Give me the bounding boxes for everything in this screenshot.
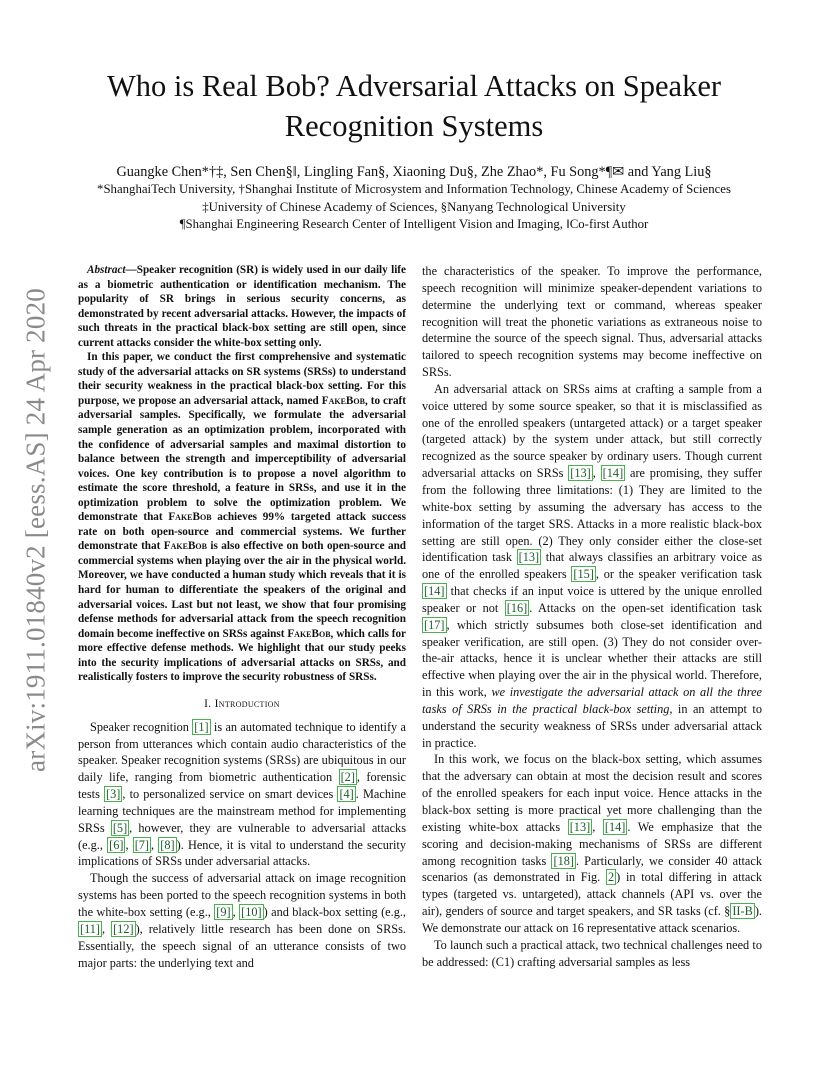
abstract [78, 263, 406, 685]
abstract-paragraph: In this paper, we conduct the first comprehensive and systematic study of the adversarial attacks on SR systems (SRSs) to understand their security weakness in the practical black-box setting. For this purpose, we propose an adversarial attack, named FakeBob, to craft adversarial samples. Specifically, we formulate the adversarial sample generation as an optimization problem, incorporated with the confidence of adversarial samples and maximal distortion to balance between the strength and imperceptibility of adversarial voices. One key contribution is to propose a novel algorithm to estimate the score threshold, a feature in SRSs, and use it in the optimization problem to solve the optimization problem. We demonstrate that FakeBob achieves 99% targeted attack success rate on both open-source and commercial systems. We further demonstrate that FakeBob is also effective on both open-source and commercial systems when playing over the air in the physical world. Moreover, we have conducted a human study which reveals that it is hard for human to differentiate the speakers of the original and adversarial voices. Last but not least, we show that four promising defense methods for adversarial attack from the speech recognition domain become ineffective on SRSs against FakeBob, which calls for more effective defense methods. We highlight that our study peeks into the security implications of adversarial attacks on SRSs, and realistically fosters to improve the security robustness of SRSs. [78, 351, 407, 684]
arxiv-sidebar-stamp [16, 280, 56, 780]
body-paragraph: An adversarial attack on SRSs aims at crafting a sample from a voice uttered by some source speaker, so that it is misclassified as one of the enrolled speakers (untargeted attack) or a target speaker (targeted attack) by the system under attack, but still correctly recognized as the source speaker by ordinary users. Though current adversarial attacks on SRSs [13] , [14] are promising, they suffer from the following three limitations: (1) They are limited to the white-box setting by assuming the adversary has access to the information of the target SRS. Attacks in a more realistic black-box setting are still open. (2) They only consider either the close-set identification task [13] that always classifies an arbitrary voice as one of the enrolled speakers [15] , or the speaker verification task [14] that checks if an input voice is uttered by the unique enrolled speaker or not [16] . Attacks on the open-set identification task [17] , which strictly subsumes both close-set identification and speaker verification, are still open. (3) They do not consider over-the-air attacks, hence it is unclear whether their attacks are still effective when playing over the air in the physical world. Therefore, in this work, we investigate the adversarial attack on all the three tasks of SRSs in the practical black-box setting, in an attempt to understand the security weakness of SRSs under adversarial attack in practice. [422, 381, 762, 750]
citation-link[interactable]: [14] [604, 819, 626, 834]
citation-link[interactable]: [13] [569, 819, 591, 834]
fakebob-name: FakeBob [163, 540, 207, 553]
affiliation-line: ‡University of Chinese Academy of Sciences, §Nanyang Technological University [202, 199, 626, 214]
citation-link[interactable]: [14] [424, 584, 445, 599]
left-column [78, 263, 406, 971]
citation-link[interactable]: [10] [241, 904, 262, 919]
figure-link[interactable]: 2 [607, 870, 615, 885]
section-link[interactable]: II-B [732, 904, 753, 919]
right-column [422, 263, 762, 970]
body-paragraph: Though the success of adversarial attack on image recognition systems has been ported to the speech recognition systems in both the white-box setting (e.g., [9] , [10] ) and black-box setting (e.g., [11] , [12] ), relatively little research has been done on SRSs. Essentially, the speech signal of an utterance consists of two major parts: the underlying text and [78, 871, 407, 970]
affiliation-line: *ShanghaiTech University, †Shanghai Institute of Microsystem and Information Technology, Chinese Academy of Sciences [97, 182, 731, 196]
citation-link[interactable]: [17] [424, 617, 445, 632]
fakebob-name: FakeBob [168, 511, 212, 524]
citation-link[interactable]: [6] [109, 837, 124, 852]
citation-link[interactable]: [18] [553, 853, 574, 868]
affiliations [40, 181, 788, 234]
citation-link[interactable]: [8] [160, 837, 175, 852]
fakebob-name: FakeBob [287, 627, 331, 640]
citation-link[interactable]: [13] [570, 466, 591, 481]
citation-link[interactable]: [2] [340, 770, 355, 785]
citation-link[interactable]: [9] [216, 904, 231, 919]
citation-link[interactable]: [1] [194, 719, 209, 734]
citation-link[interactable]: [14] [602, 466, 624, 481]
introduction-text [78, 719, 406, 972]
paper-title: Who is Real Bob? Adversarial Attacks on Speaker Recognition Systems [106, 69, 722, 143]
body-paragraph: the characteristics of the speaker. To improve the performance, speech recognition will minimize speaker-dependent variations to determine the underlying text or command, whereas speaker recognition will treat the phonetic variations as extraneous noise to determine the source of the speech signal. Thus, adversarial attacks tailored to speech recognition systems may become ineffective on SRSs. [422, 264, 762, 380]
affiliation-line: ¶Shanghai Engineering Research Center of Intelligent Vision and Imaging, ‖Co-first Author [179, 217, 649, 231]
fakebob-name: FakeBob [321, 394, 365, 407]
citation-link[interactable]: [16] [506, 600, 528, 615]
body-paragraph: To launch such a practical attack, two technical challenges need to be addressed: (C1) crafting adversarial samples as less [422, 937, 762, 969]
emphasized-text: we investigate the adversarial attack on all the three tasks of SRSs in the practical black-box setting [422, 685, 762, 716]
abstract-label: Abstract [87, 264, 126, 276]
body-paragraph: Speaker recognition [1] is an automated technique to identify a person from utterances which contain audio characteristics of the speaker. Speaker recognition systems (SRSs) are ubiquitous in our daily life, ranging from biometric authentication [2] , forensic tests [3] , to personalized service on smart devices [4] . Machine learning techniques are the mainstream method for implementing SRSs [5] , however, they are vulnerable to adversarial attacks (e.g., [6] , [7] , [8] ). Hence, it is vital to understand the security implications of SRSs under adversarial attacks. [78, 719, 407, 869]
citation-link[interactable]: [12] [113, 921, 134, 936]
citation-link[interactable]: [5] [112, 820, 128, 835]
body-paragraph: In this work, we focus on the black-box setting, which assumes that the adversary can obtain at most the decision result and scores of the enrolled speakers for each input voice. Hence attacks in the black-box setting is more practical yet more challenging than the existing white-box attacks [13] , [14] . We emphasize that the scoring and decision-making mechanisms of SRSs are different among recognition tasks [18] . Particularly, we consider 40 attack scenarios (as demonstrated in Fig. 2 ) in total differing in attack types (targeted vs. untargeted), attack channels (API vs. over the air), genders of source and target speakers, and SR tasks (cf. § II-B ). We demonstrate our attack on 16 representative attack scenarios. [422, 752, 763, 935]
citation-link[interactable]: [4] [339, 787, 354, 802]
citation-link[interactable]: [11] [80, 921, 101, 936]
citation-link[interactable]: [7] [134, 837, 150, 852]
citation-link[interactable]: [15] [573, 567, 594, 582]
citation-link[interactable]: [3] [106, 787, 121, 802]
author-list: Guangke Chen*†‡, Sen Chen§‖, Lingling Fan§, Xiaoning Du§, Zhe Zhao*, Fu Song*¶✉ and Yang Liu§ [116, 164, 712, 180]
citation-link[interactable]: [13] [518, 550, 540, 565]
abstract-paragraph: Abstract—Speaker recognition (SR) is widely used in our daily life as a biometric authentication or identification mechanism. The popularity of SR brings in serious security concerns, as demonstrated by recent adversarial attacks. However, the impacts of such threats in the practical black-box setting are still open, since current attacks consider the white-box setting only. [78, 264, 406, 349]
arxiv-identifier: arXiv:1911.01840v2 [eess.AS] 24 Apr 2020 [20, 288, 51, 772]
section-heading: I. Introduction [204, 697, 280, 710]
